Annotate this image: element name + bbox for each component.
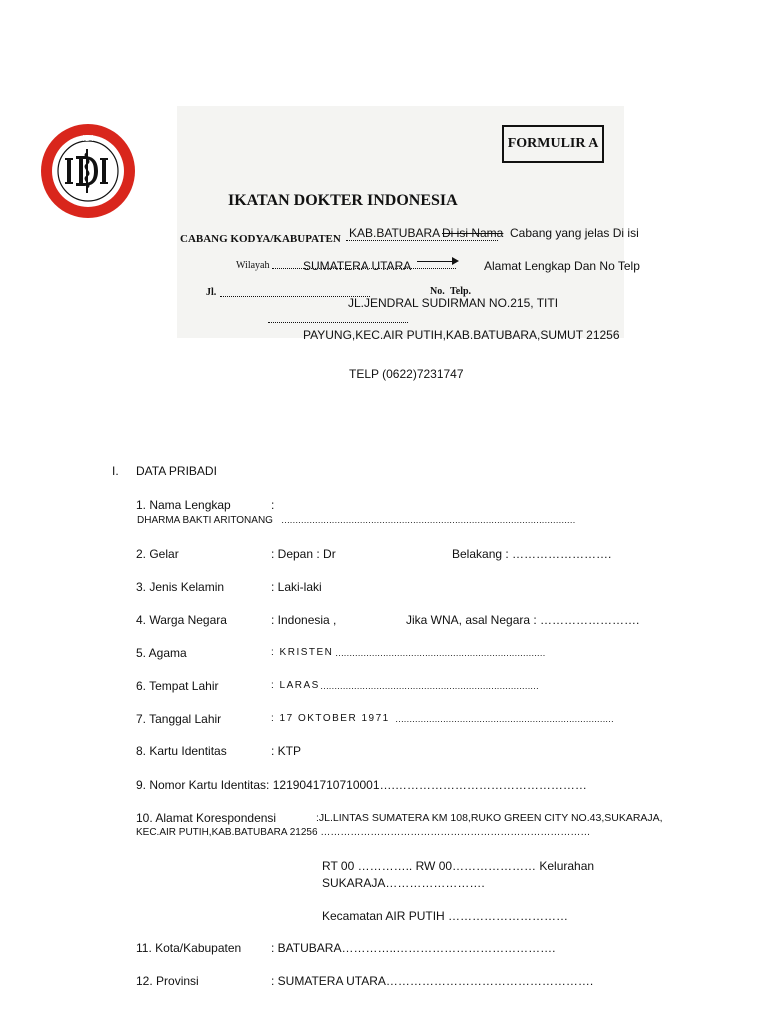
- idi-logo-icon: [40, 123, 136, 219]
- nama-value: DHARMA BAKTI ARITONANG: [137, 515, 273, 526]
- nama-colon: :: [271, 498, 275, 512]
- nama-label: 1. Nama Lengkap: [136, 498, 231, 512]
- warga-value: : Indonesia ,: [271, 613, 337, 627]
- telp-value: TELP (0622)7231747: [349, 367, 464, 381]
- rt-rw-line: RT 00 ………….. RW 00………………… Kelurahan: [322, 859, 595, 873]
- jl-label: Jl.: [206, 287, 217, 298]
- wilayah-label: Wilayah: [236, 260, 270, 271]
- cabang-value: KAB.BATUBARA: [349, 226, 441, 240]
- agama-dots: …………………………………………………………………: [335, 648, 546, 658]
- nama-dots: ……………………………………………………………………………………………: [281, 515, 576, 525]
- alamat-note: Alamat Lengkap Dan No Telp: [484, 259, 640, 273]
- logo-text: IDI: [82, 134, 94, 143]
- agama-value: : KRISTEN: [271, 647, 334, 658]
- warga-label: 4. Warga Negara: [136, 613, 227, 627]
- belakang-label: Belakang : …………………….: [452, 547, 612, 561]
- form-label: FORMULIR A: [502, 125, 604, 163]
- kota-value: : BATUBARA…………..………………………………….: [271, 941, 556, 955]
- no-label: No.: [430, 286, 445, 297]
- tanggal-label: 7. Tanggal Lahir: [136, 712, 222, 726]
- provinsi-label: 12. Provinsi: [136, 974, 199, 988]
- wna-label: Jika WNA, asal Negara : …………………….: [406, 613, 640, 627]
- tempat-label: 6. Tempat Lahir: [136, 679, 219, 693]
- tanggal-value: : 17 OKTOBER 1971: [271, 713, 390, 724]
- address-dots: [268, 314, 408, 323]
- wilayah-arrow: [417, 261, 457, 262]
- tempat-value: : LARAS: [271, 680, 320, 691]
- cabang-label: CABANG KODYA/KABUPATEN: [180, 233, 341, 245]
- tanggal-dots: ……………………………………………………………………: [395, 714, 614, 724]
- agama-label: 5. Agama: [136, 646, 187, 660]
- address-line-1: JL.JENDRAL SUDIRMAN NO.215, TITI: [348, 296, 559, 310]
- alamat-value-1: :JL.LINTAS SUMATERA KM 108,RUKO GREEN CITY NO.43,SUKARAJA,: [316, 812, 663, 824]
- gelar-value: : Depan : Dr: [271, 547, 336, 561]
- org-name: IKATAN DOKTER INDONESIA: [228, 192, 458, 209]
- section-title: DATA PRIBADI: [136, 464, 217, 478]
- wilayah-value: SUMATERA UTARA: [303, 259, 412, 273]
- alamat-label: 10. Alamat Korespondensi: [136, 811, 277, 825]
- kelamin-label: 3. Jenis Kelamin: [136, 580, 225, 594]
- kelurahan-value: SUKARAJA…………………….: [322, 876, 485, 890]
- alamat-value-2: KEC.AIR PUTIH,KAB.BATUBARA 21256 ………………………………………………………………………: [136, 827, 591, 838]
- kecamatan-line: Kecamatan AIR PUTIH …………………………: [322, 909, 569, 923]
- tempat-dots: ……………………………………………………………………: [320, 681, 539, 691]
- idi-logo: [40, 123, 136, 219]
- provinsi-value: : SUMATERA UTARA…………………………………………….: [271, 974, 594, 988]
- kartu-value: : KTP: [271, 744, 302, 758]
- cabang-note: Cabang yang jelas Di isi: [510, 226, 639, 240]
- address-line-2: PAYUNG,KEC.AIR PUTIH,KAB.BATUBARA,SUMUT 21256: [303, 328, 620, 342]
- section-number: I.: [112, 464, 119, 478]
- nomor-kartu-line: 9. Nomor Kartu Identitas: 1219041710710001….…………………………………………: [136, 778, 587, 792]
- kelamin-value: : Laki-laki: [271, 580, 322, 594]
- cabang-note-strike: Di isi Nama: [442, 226, 504, 240]
- kartu-label: 8. Kartu Identitas: [136, 744, 227, 758]
- telp-label: Telp.: [450, 286, 472, 297]
- kota-label: 11. Kota/Kabupaten: [136, 941, 242, 955]
- gelar-label: 2. Gelar: [136, 547, 179, 561]
